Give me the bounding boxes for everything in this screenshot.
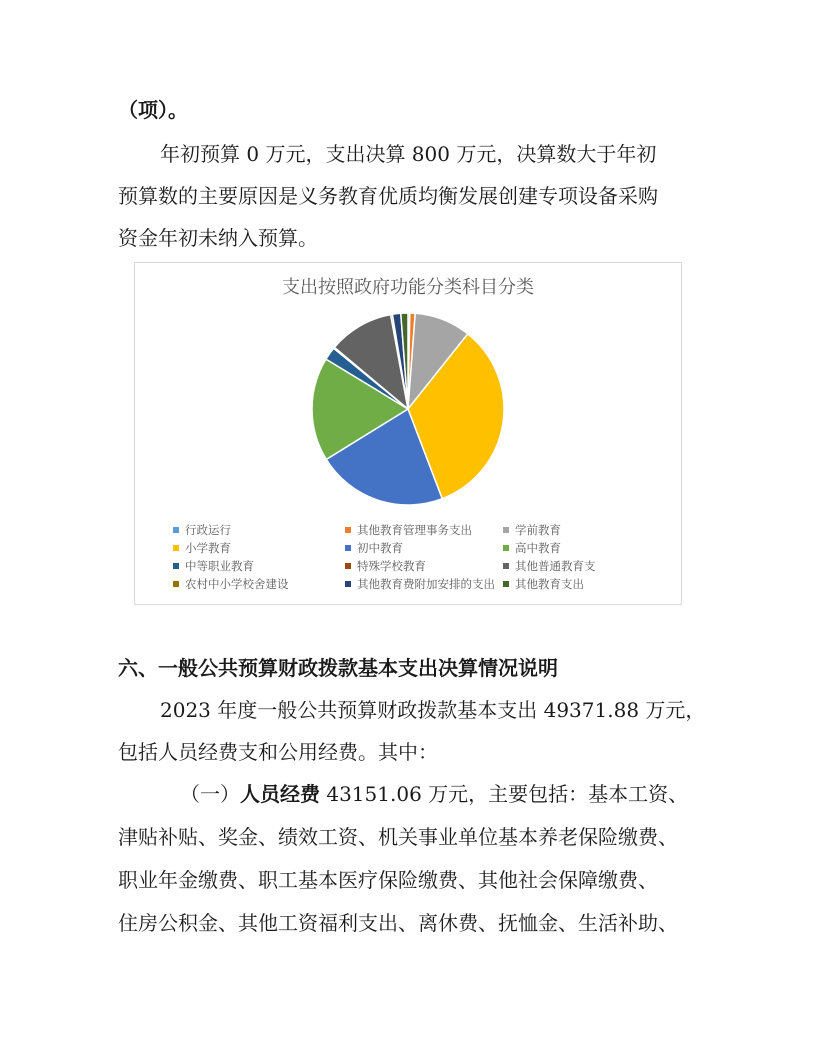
- legend-item-1: [173, 522, 231, 538]
- legend-swatch: [345, 527, 351, 533]
- legend-item-10: [173, 576, 289, 592]
- paragraph-line-2: 包括人员经费支和公用经费。其中：: [118, 740, 438, 764]
- legend-label: 特殊学校教育: [357, 559, 426, 573]
- item1-first-line: [180, 782, 688, 806]
- legend-label: 其他教育支出: [515, 577, 584, 591]
- legend-swatch: [503, 527, 509, 533]
- paragraph-line-1: 2023 年度一般公共预算财政拨款基本支出 49371.88 万元，: [160, 698, 706, 722]
- legend-label: 其他教育管理事务支出: [357, 523, 472, 537]
- item1-bold-label: 人员经费: [240, 782, 320, 806]
- legend-item-6: [503, 540, 561, 556]
- legend-swatch: [503, 581, 509, 587]
- legend-label: 小学教育: [185, 541, 231, 555]
- legend-swatch: [173, 527, 179, 533]
- text-line-3: 预算数的主要原因是义务教育优质均衡发展创建专项设备采购: [118, 184, 658, 208]
- legend-label: 其他教育费附加安排的支出: [357, 577, 495, 591]
- legend-item-4: [173, 540, 231, 556]
- legend-swatch: [345, 563, 351, 569]
- legend-item-8: [345, 558, 426, 574]
- legend-label: 农村中小学校舍建设: [185, 577, 289, 591]
- legend-item-5: [345, 540, 403, 556]
- legend-item-2: [345, 522, 472, 538]
- legend-swatch: [173, 581, 179, 587]
- text-line-2: 年初预算 0 万元，支出决算 800 万元，决算数大于年初: [160, 142, 657, 166]
- legend-label: 高中教育: [515, 541, 561, 555]
- legend-swatch: [503, 545, 509, 551]
- legend-item-3: [503, 522, 561, 538]
- legend-item-9: [503, 558, 596, 574]
- legend-swatch: [345, 545, 351, 551]
- legend-label: 初中教育: [357, 541, 403, 555]
- legend-label: 学前教育: [515, 523, 561, 537]
- item1-line-3: 职业年金缴费、职工基本医疗保险缴费、其他社会保障缴费、: [118, 868, 658, 892]
- legend-label: 其他普通教育支: [515, 559, 596, 573]
- item1-rest: 43151.06 万元，主要包括：基本工资、: [320, 782, 689, 806]
- item1-line-2: 津贴补贴、奖金、绩效工资、机关事业单位基本养老保险缴费、: [118, 825, 678, 849]
- text-line-1: （项）。: [118, 98, 188, 122]
- item1-line-4: 住房公积金、其他工资福利支出、离休费、抚恤金、生活补助、: [118, 911, 678, 935]
- chart-title: 支出按照政府功能分类科目分类: [282, 277, 534, 298]
- text-line-4: 资金年初未纳入预算。: [118, 226, 318, 250]
- legend-item-12: [503, 576, 584, 592]
- legend-swatch: [345, 581, 351, 587]
- legend-swatch: [503, 563, 509, 569]
- item1-prefix: （一）: [180, 782, 240, 806]
- section-heading: 六、一般公共预算财政拨款基本支出决算情况说明: [118, 656, 558, 680]
- legend-label: 行政运行: [185, 523, 231, 537]
- pie-chart: [134, 262, 682, 605]
- legend-item-11: [345, 576, 495, 592]
- legend-label: 中等职业教育: [185, 559, 254, 573]
- legend-swatch: [173, 545, 179, 551]
- legend-item-7: [173, 558, 254, 574]
- legend-swatch: [173, 563, 179, 569]
